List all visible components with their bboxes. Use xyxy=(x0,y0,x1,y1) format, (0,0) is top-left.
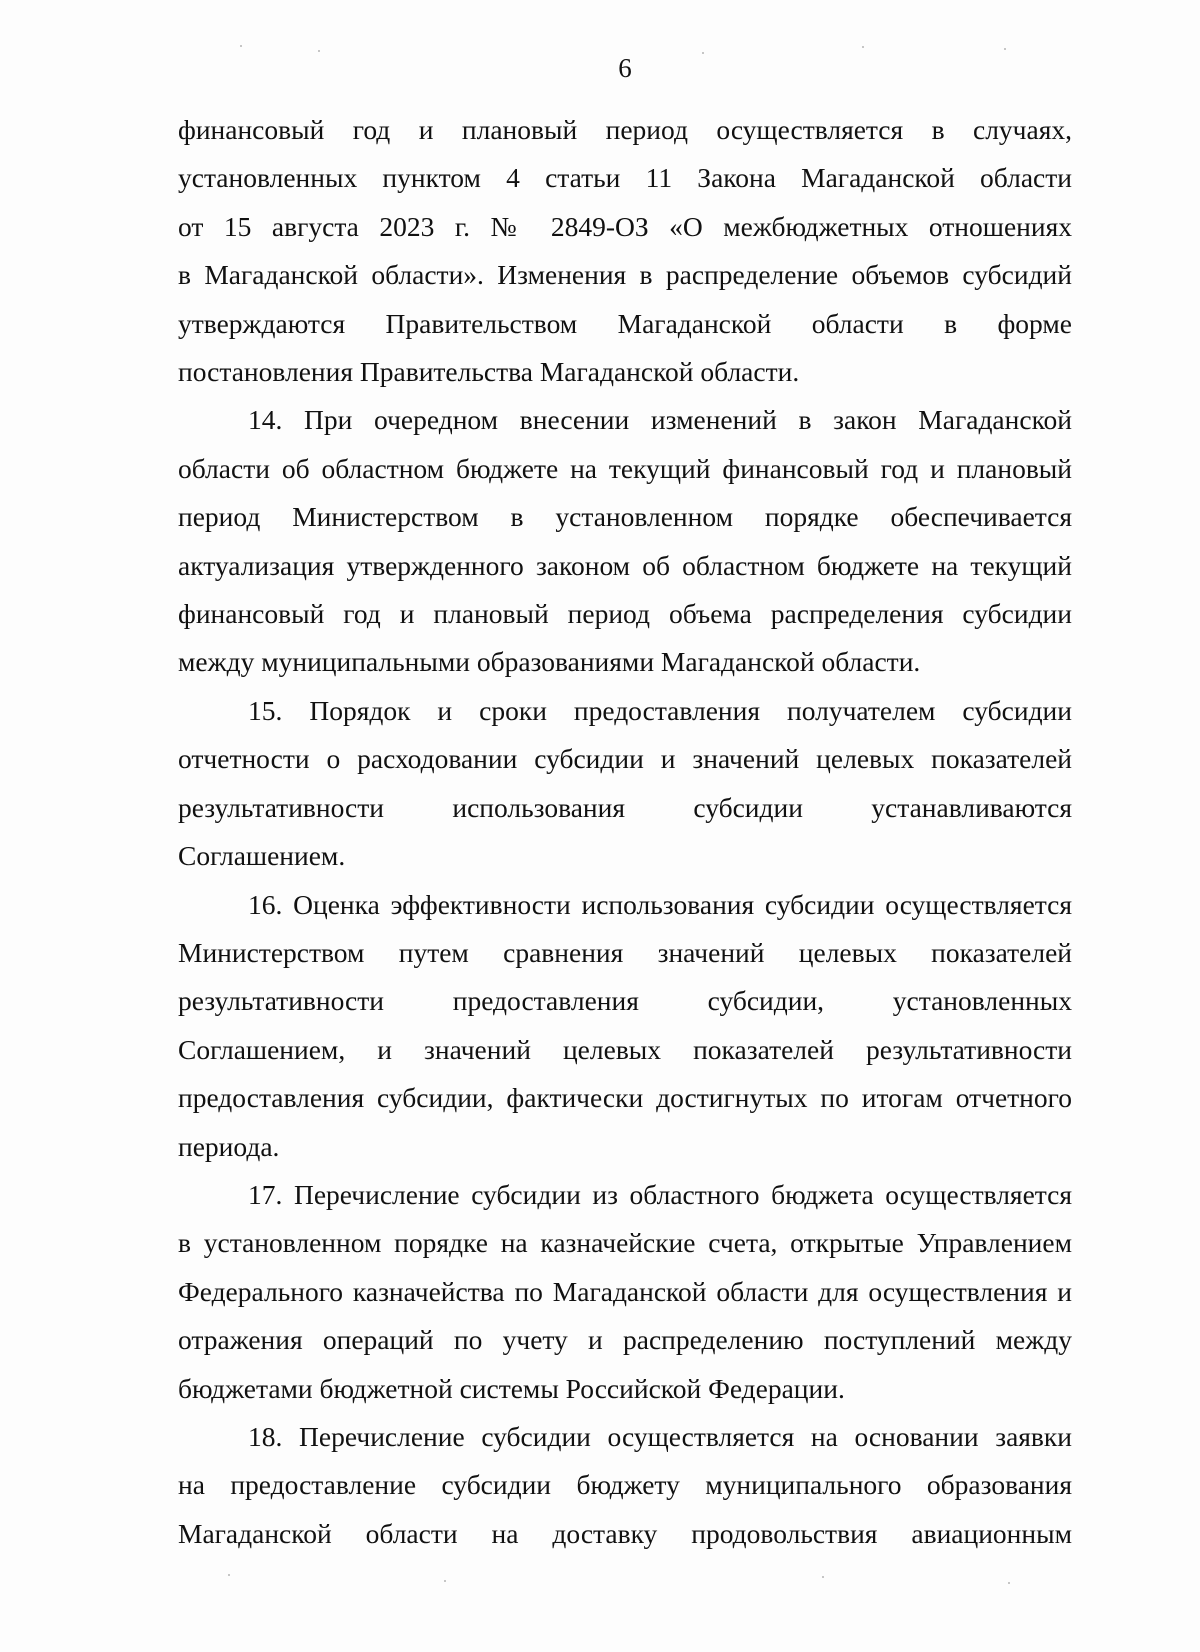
text-line: 16. Оценка эффективности использования субсидии осуществляется xyxy=(248,888,1072,920)
text-line: от 15 августа 2023 г. № 2849-ОЗ «О межбюджетных отношениях xyxy=(178,210,1072,242)
text-line: период Министерством в установленном порядке обеспечивается xyxy=(178,501,1072,533)
scan-speck xyxy=(822,1576,824,1578)
text-line: Соглашением, и значений целевых показателей результативности xyxy=(178,1033,1072,1065)
text-line: на предоставление субсидии бюджету муниципального образования xyxy=(178,1469,1072,1501)
paragraph-18 xyxy=(178,1413,1072,1558)
text-line: установленных пунктом 4 статьи 11 Закона Магаданской области xyxy=(178,162,1072,194)
text-line: финансовый год и плановый период осуществляется в случаях, xyxy=(178,114,1072,145)
text-line: Магаданской области на доставку продовольствия авиационным xyxy=(178,1517,1072,1549)
text-line: результативности использования субсидии устанавливаются xyxy=(178,791,1072,823)
text-line: 17. Перечисление субсидии из областного бюджета осуществляется xyxy=(248,1178,1072,1210)
scan-speck xyxy=(228,1574,230,1576)
body-text xyxy=(178,106,1072,1558)
text-line: между муниципальными образованиями Магаданской области. xyxy=(178,646,921,678)
text-line: финансовый год и плановый период объема распределения субсидии xyxy=(178,598,1072,630)
paragraph-17 xyxy=(178,1171,1072,1413)
text-line: постановления Правительства Магаданской области. xyxy=(178,356,800,388)
text-line: утверждаются Правительством Магаданской области в форме xyxy=(178,307,1072,339)
scan-speck xyxy=(1004,48,1006,50)
text-line: 15. Порядок и сроки предоставления получателем субсидии xyxy=(248,694,1072,726)
paragraph-13-continuation xyxy=(178,106,1072,396)
text-line: области об областном бюджете на текущий финансовый год и плановый xyxy=(178,452,1072,484)
text-line: предоставления субсидии, фактически достигнутых по итогам отчетного xyxy=(178,1082,1072,1114)
paragraph-15 xyxy=(178,687,1072,881)
scan-speck xyxy=(862,46,864,48)
paragraph-14 xyxy=(178,396,1072,686)
page-number: 6 xyxy=(618,53,632,83)
text-line: бюджетами бюджетной системы Российской Федерации. xyxy=(178,1372,845,1404)
text-line: периода. xyxy=(178,1130,280,1162)
text-line: в установленном порядке на казначейские счета, открытые Управлением xyxy=(178,1227,1072,1259)
text-line: актуализация утвержденного законом об областном бюджете на текущий xyxy=(178,549,1072,581)
paragraph-16 xyxy=(178,881,1072,1171)
text-line: результативности предоставления субсидии, установленных xyxy=(178,985,1072,1017)
text-line: отражения операций по учету и распределению поступлений между xyxy=(178,1324,1072,1356)
scan-speck xyxy=(444,1580,446,1582)
text-line: Министерством путем сравнения значений целевых показателей xyxy=(178,936,1072,968)
text-line: Федерального казначейства по Магаданской области для осуществления и xyxy=(178,1275,1072,1307)
text-line: в Магаданской области». Изменения в распределение объемов субсидий xyxy=(178,259,1072,291)
text-line: отчетности о расходовании субсидии и значений целевых показателей xyxy=(178,743,1072,775)
text-line: 14. При очередном внесении изменений в закон Магаданской xyxy=(248,404,1072,436)
scan-speck xyxy=(240,45,242,47)
scan-speck xyxy=(1008,1582,1010,1584)
text-line: Соглашением. xyxy=(178,840,346,872)
text-line: 18. Перечисление субсидии осуществляется на основании заявки xyxy=(248,1420,1072,1452)
